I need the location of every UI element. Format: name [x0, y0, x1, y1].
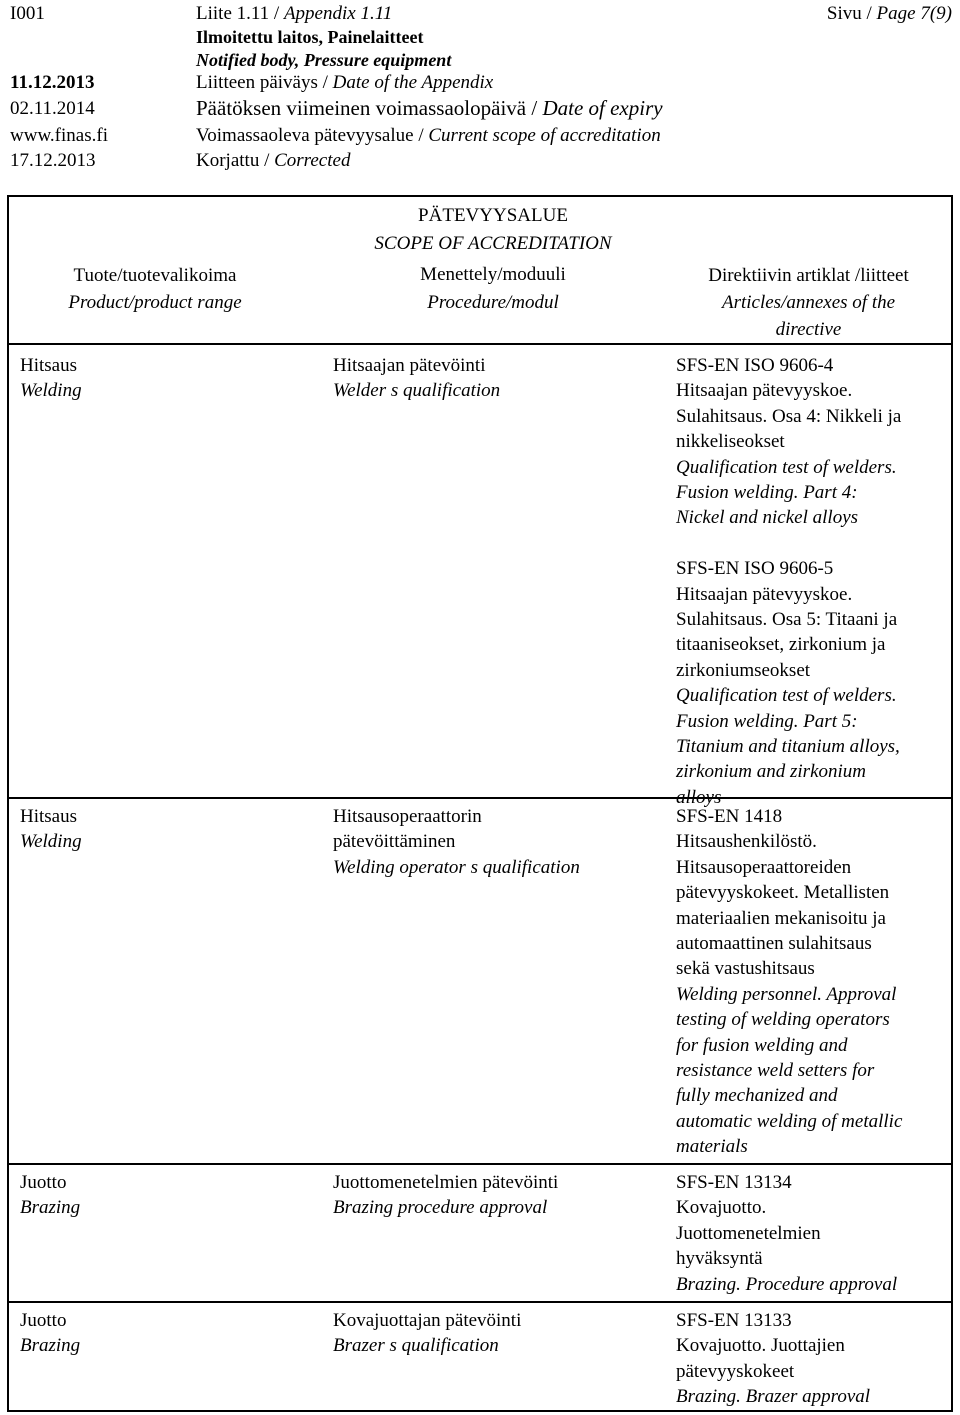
- table-row-3-product: Juotto Brazing: [20, 1172, 81, 1219]
- col-directive-header: Direktiivin artiklat /liitteet Articles/annexes of the directive: [708, 265, 909, 340]
- standard-entry: SFS-EN ISO 9606-5 Hitsaajan pätevyyskoe. Sulahitsaus. Osa 5: Titaani ja titaaniseokset, zirkonium ja zirkoniumseokset Qualification test of welders. Fusion welding. Part 5: Titanium and titanium alloys, zirkonium and zirkonium alloys: [676, 558, 900, 808]
- appendix-date: 11.12.2013: [10, 72, 95, 93]
- appendix-date-label: Liitteen päiväys / Date of the Appendix: [196, 72, 494, 93]
- table-row-2-product: Hitsaus Welding: [20, 806, 82, 853]
- doc-id: I001: [10, 3, 45, 24]
- standard-entry: SFS-EN 13134 Kovajuotto. Juottomenetelmien hyväksyntä Brazing. Procedure approval: [676, 1172, 898, 1295]
- table-row-1-product: Hitsaus Welding: [20, 355, 82, 402]
- page-number: Sivu / Page 7(9): [826, 3, 952, 24]
- scope-label: Voimassaoleva pätevyysalue / Current scope of accreditation: [196, 125, 661, 146]
- table-row-4-standards: [676, 1308, 870, 1410]
- table-row-1-standards: [676, 353, 901, 810]
- corrected-date: 17.12.2013: [10, 150, 96, 171]
- row-divider-2: [7, 1163, 953, 1165]
- header-divider: [7, 343, 953, 345]
- table-row-4-procedure: Kovajuottajan pätevöinti Brazer s qualification: [333, 1310, 522, 1357]
- notified-body-en: Notified body, Pressure equipment: [196, 50, 452, 70]
- table-row-2-standards: [676, 804, 902, 1160]
- standard-entry: SFS-EN 1418 Hitsaushenkilöstö. Hitsausoperaattoreiden pätevyyskokeet. Metallisten materiaalien mekanisoitu ja automaattinen sulahitsaus sekä vastushitsaus Welding personnel. Approval testing of welding operators for fusion welding and resistance weld setters for fully mechanized and automatic welding of metallic materials: [676, 806, 903, 1158]
- standard-entry: SFS-EN ISO 9606-4 Hitsaajan pätevyyskoe. Sulahitsaus. Osa 4: Nikkeli ja nikkeliseokset Qualification test of welders. Fusion welding. Part 4: Nickel and nickel alloys: [676, 355, 902, 529]
- table-row-1-procedure: Hitsaajan pätevöinti Welder s qualification: [333, 355, 501, 402]
- notified-body-fi: Ilmoitettu laitos, Painelaitteet: [196, 27, 424, 47]
- website-link[interactable]: www.finas.fi: [10, 125, 108, 146]
- appendix-label: Liite 1.11 / Appendix 1.11: [196, 3, 393, 24]
- table-row-3-procedure: Juottomenetelmien pätevöinti Brazing procedure approval: [333, 1172, 559, 1219]
- standard-entry: SFS-EN 13133 Kovajuotto. Juottajien pätevyyskokeet Brazing. Brazer approval: [676, 1310, 871, 1408]
- table-row-2-procedure: Hitsausoperaattorin pätevöittäminen Welding operator s qualification: [333, 806, 580, 878]
- expiry-date-label: Päätöksen viimeinen voimassaolopäivä / Date of expiry: [196, 96, 663, 120]
- expiry-date: 02.11.2014: [10, 98, 95, 119]
- row-divider-3: [7, 1301, 953, 1303]
- table-row-3-standards: [676, 1170, 897, 1297]
- col-product-header: Tuote/tuotevalikoima Product/product range: [68, 265, 242, 313]
- col-procedure-header: PÄTEVYYSALUE SCOPE OF ACCREDITATION Menettely/moduuli Procedure/modul: [374, 205, 612, 313]
- corrected-label: Korjattu / Corrected: [196, 150, 351, 171]
- table-row-4-product: Juotto Brazing: [20, 1310, 81, 1357]
